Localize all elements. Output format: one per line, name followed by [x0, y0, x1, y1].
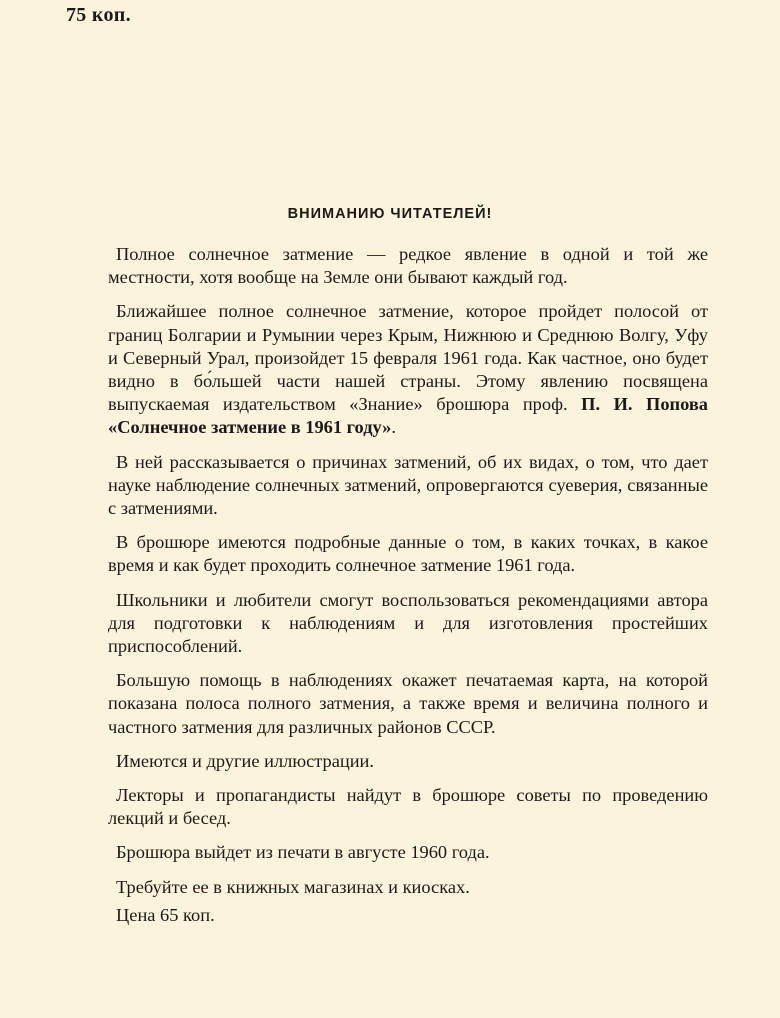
paragraph-6: Большую помощь в наблюдениях окажет печатаемая карта, на которой показана полоса полного затмения, а также время и величина полного и частного затмения для различных районов СССР. [108, 670, 708, 737]
paragraph-8: Лекторы и пропагандисты найдут в брошюре советы по проведению лекций и бесед. [108, 785, 708, 829]
paragraph-2 [108, 300, 708, 439]
paragraph-1: Полное солнечное затмение — редкое явление в одной и той же местности, хотя вообще на Земле они бывают каждый год. [108, 244, 708, 288]
paragraph-10: Требуйте ее в книжных магазинах и киосках. [116, 876, 470, 897]
paragraph-2-text: Ближайшее полное солнечное затмение, которое пройдет полосой от границ Болгарии и Румынии через Крым, Нижнюю и Среднюю Волгу, Уфу и Северный Урал, произойдет 15 февраля 1961 года. Как частное, оно будет видно в бо́льшей части нашей страны. Этому явлению посвящена выпускаемая издательством «Знание» брошюра проф. [108, 301, 708, 415]
price-label: 75 коп. [66, 4, 131, 26]
notice-body [108, 243, 708, 938]
paragraph-2-end: . [391, 417, 396, 438]
brochure-title: «Солнечное затмение в 1961 году» [108, 417, 392, 438]
paragraph-7: Имеются и другие иллюстрации. [116, 750, 374, 771]
page-title: ВНИМАНИЮ ЧИТАТЕЛЕЙ! [287, 206, 493, 222]
price-note: Цена 65 коп. [116, 904, 215, 925]
paragraph-5: Школьники и любители смогут воспользоваться рекомендациями автора для подготовки к наблюдениям и для изготовления простейших приспособлений. [108, 589, 708, 657]
paragraph-9: Брошюра выйдет из печати в августе 1960 года. [116, 842, 490, 863]
paragraph-4: В брошюре имеются подробные данные о том, в каких точках, в какое время и как будет проходить солнечное затмение 1961 года. [108, 532, 708, 576]
paragraph-3: В ней рассказывается о причинах затмений, об их видах, о том, что дает науке наблюдение солнечных затмений, опровергаются суеверия, связанные с затмениями. [108, 451, 708, 519]
author-name: П. И. Попова [581, 394, 709, 415]
